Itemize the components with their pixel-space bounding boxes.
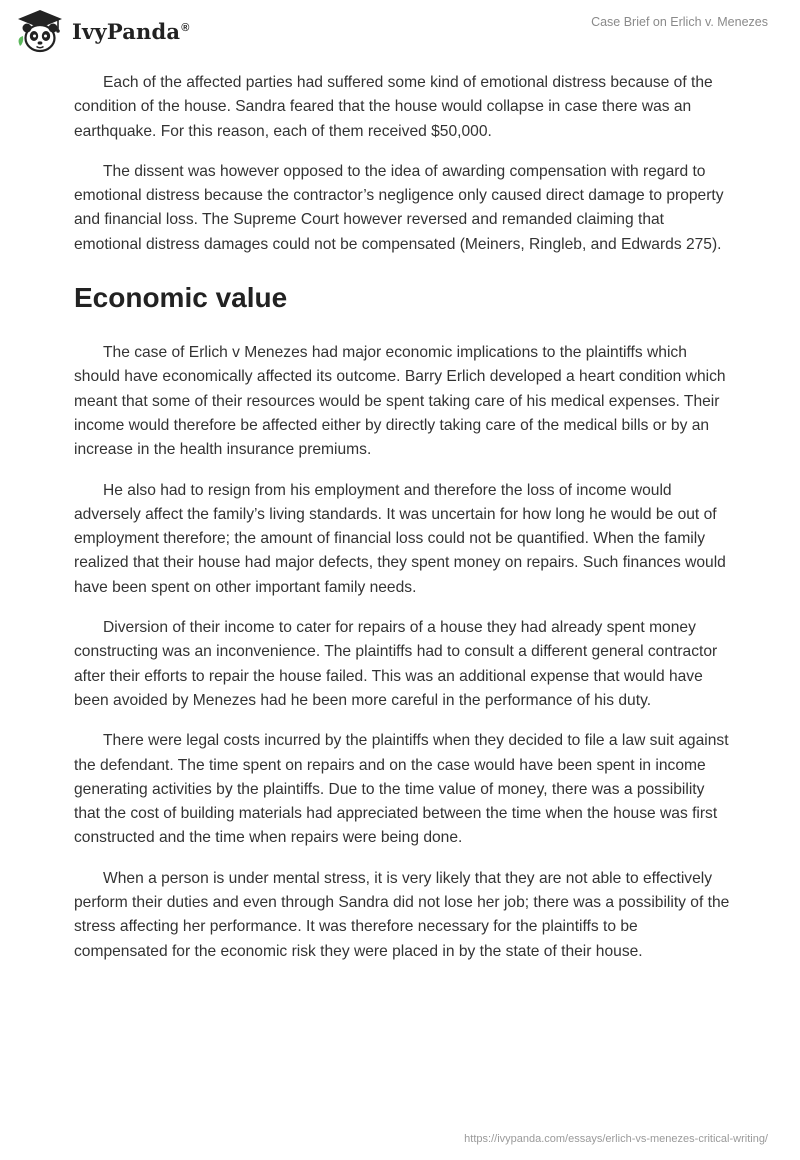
paragraph: There were legal costs incurred by the plaintiffs when they decided to file a law suit against the defendant. The time spent on repairs and on the case would have been spent in income generating activities by the plaintiffs. Due to the time value of money, there was a possibility that the cost of building materials had appreciated between the time when the house was first constructed and the time when repairs were being done.	[74, 732, 729, 847]
paragraph: The dissent was however opposed to the idea of awarding compensation with regard to emotional distress because the contractor’s negligence only caused direct damage to property and financial loss. The Supreme Court however reversed and remanded claiming that emotional distress damages could not be compensated (Meiners, Ringleb, and Edwards 275).	[74, 162, 724, 253]
document-title: Case Brief on Erlich v. Menezes	[591, 15, 768, 29]
paragraph: The case of Erlich v Menezes had major economic implications to the plaintiffs which should have economically affected its outcome. Barry Erlich developed a heart condition which meant that some of their resources would be spent taking care of his medical expenses. Their income would therefore be affected either by directly taking care of the medical bills or by an increase in the health insurance premiums.	[74, 344, 726, 459]
essay-body	[74, 71, 734, 980]
paragraph: He also had to resign from his employment and therefore the loss of income would adversely affect the family’s living standards. It was uncertain for how long he would be out of employment therefore; the amount of financial loss could not be quantified. When the family realized that their house had major defects, they spent money on repairs. Such finances would have been spent on other important family needs.	[74, 481, 726, 596]
ivypanda-logo[interactable]	[14, 8, 190, 54]
logo-text: IvyPanda®	[72, 18, 190, 44]
paragraph: Each of the affected parties had suffered some kind of emotional distress because of the condition of the house. Sandra feared that the house would collapse in case there was an earthquake. For this reason, each of them received $50,000.	[74, 74, 713, 140]
source-url[interactable]: https://ivypanda.com/essays/erlich-vs-menezes-critical-writing/	[464, 1133, 768, 1145]
panda-graduate-icon	[14, 8, 66, 54]
paragraph: When a person is under mental stress, it is very likely that they are not able to effectively perform their duties and even through Sandra did not lose her job; there was a possibility of the stress affecting her performance. It was therefore necessary for the plaintiffs to be compensated for the economic risk they were placed in by the state of their house.	[74, 869, 730, 960]
paragraph: Diversion of their income to cater for repairs of a house they had already spent money constructing was an inconvenience. The plaintiffs had to consult a different general contractor after their efforts to repair the house failed. This was an additional expense that would have been avoided by Menezes had he been more careful in the performance of his duty.	[74, 619, 718, 709]
section-heading: Economic value	[74, 282, 288, 314]
page-header	[0, 0, 800, 60]
